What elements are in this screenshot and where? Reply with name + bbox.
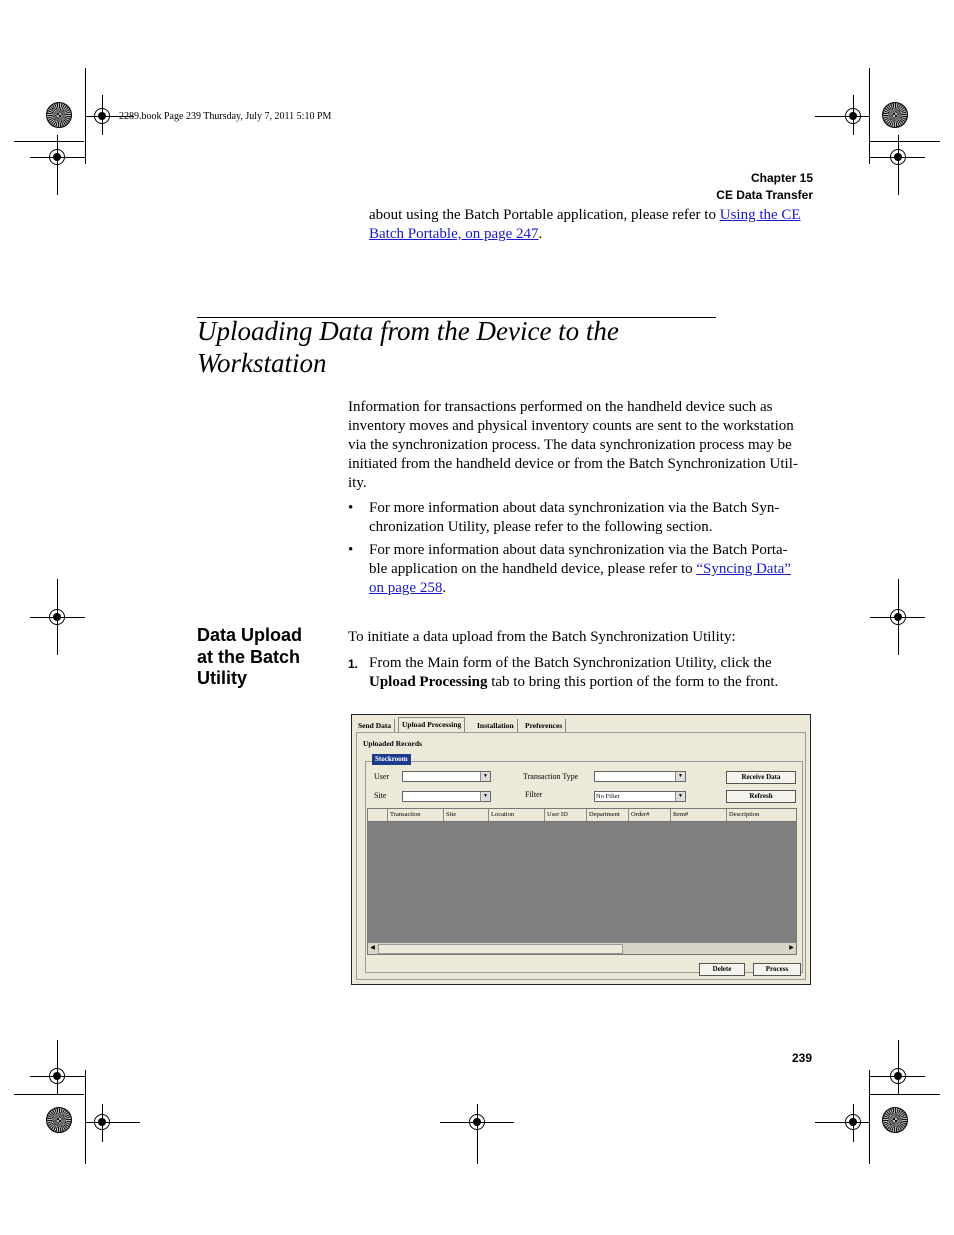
body-paragraph: Information for transactions performed on the handheld device such as inventory moves and physical inventory counts are sent to the workstation via the synchronization process. The data synchronization process may be initiated from the handheld device or from the Batch Synchronization Util- ity. [348,399,798,491]
registration-star-icon [46,102,72,128]
bullet-symbol: • [348,500,354,516]
page-number: 239 [792,1051,813,1065]
sub-heading: Data Upload at the Batch Utility [197,625,303,688]
column-header[interactable]: Description [726,809,796,821]
step-number: 1. [348,657,359,671]
intro-paragraph: about using the Batch Portable application, please refer to Using the CE Batch Portable, on page 247. [369,207,801,242]
section-label: CE Data Transfer [716,188,813,202]
scroll-thumb[interactable] [378,944,623,954]
grid-header [368,809,796,822]
transaction-type-label: Transaction Type [523,772,579,781]
dropdown-arrow-icon: ▼ [480,792,490,801]
bullet-item: For more information about data synchronization via the Batch Porta- ble application on the handheld device, please refer to “Syncing Data” on page 258. [369,542,791,596]
bullet-item: For more information about data synchronization via the Batch Syn- chronization Utility, please refer to the following section. [369,500,780,535]
horizontal-scrollbar[interactable] [368,942,796,954]
registration-star-icon [46,1107,72,1133]
transaction-type-select[interactable] [594,771,686,782]
running-head [716,170,813,204]
uploaded-records-grid[interactable] [367,808,797,955]
filter-select[interactable]: No Filter ▼ [594,791,686,802]
scroll-right-icon[interactable]: ▶ [789,945,794,951]
scroll-left-icon[interactable]: ◀ [370,945,375,951]
user-label: User [374,772,390,781]
panel-label: Uploaded Records [363,739,422,748]
chapter-label: Chapter 15 [750,171,813,185]
link-syncing-data-page[interactable]: on page 258 [369,580,443,596]
column-header[interactable]: Transaction [387,809,443,821]
tab-installation[interactable]: Installation [474,719,518,732]
link-using-ce-batch-portable-page[interactable]: Batch Portable, on page 247 [369,226,539,242]
column-header[interactable]: Item# [670,809,726,821]
print-slug: 2289.book Page 239 Thursday, July 7, 2011 5:10 PM [119,111,332,122]
site-select[interactable] [402,791,491,802]
tab-send-data[interactable]: Send Data [355,719,395,732]
bullet-symbol: • [348,542,354,558]
column-header[interactable]: Department [586,809,628,821]
tab-upload-processing[interactable]: Upload Processing [398,717,465,733]
group-title: Stockroom [372,754,411,765]
registration-star-icon [882,102,908,128]
refresh-button[interactable]: Refresh [726,790,796,803]
section-heading: Uploading Data from the Device to the Workstation [197,316,619,378]
delete-button[interactable]: Delete [699,963,745,976]
dropdown-arrow-icon: ▼ [675,792,685,801]
step-intro: To initiate a data upload from the Batch Synchronization Utility: [348,629,736,645]
filter-label: Filter [525,790,543,799]
tab-preferences[interactable]: Preferences [522,719,566,732]
link-syncing-data[interactable]: “Syncing Data” [696,561,791,577]
column-header[interactable]: Site [443,809,488,821]
dropdown-arrow-icon: ▼ [480,772,490,781]
column-header[interactable]: Order# [628,809,670,821]
column-header[interactable]: Location [488,809,544,821]
receive-data-button[interactable]: Receive Data [726,771,796,784]
upload-processing-screenshot [351,714,811,985]
user-select[interactable] [402,771,491,782]
link-using-ce-batch-portable[interactable]: Using the CE [719,207,801,223]
column-header[interactable]: User ID [544,809,586,821]
step-text: From the Main form of the Batch Synchronization Utility, click the Upload Processing tab to bring this portion of the form to the front. [369,655,779,690]
registration-star-icon [882,1107,908,1133]
site-label: Site [374,791,387,800]
process-button[interactable]: Process [753,963,801,976]
dropdown-arrow-icon: ▼ [675,772,685,781]
